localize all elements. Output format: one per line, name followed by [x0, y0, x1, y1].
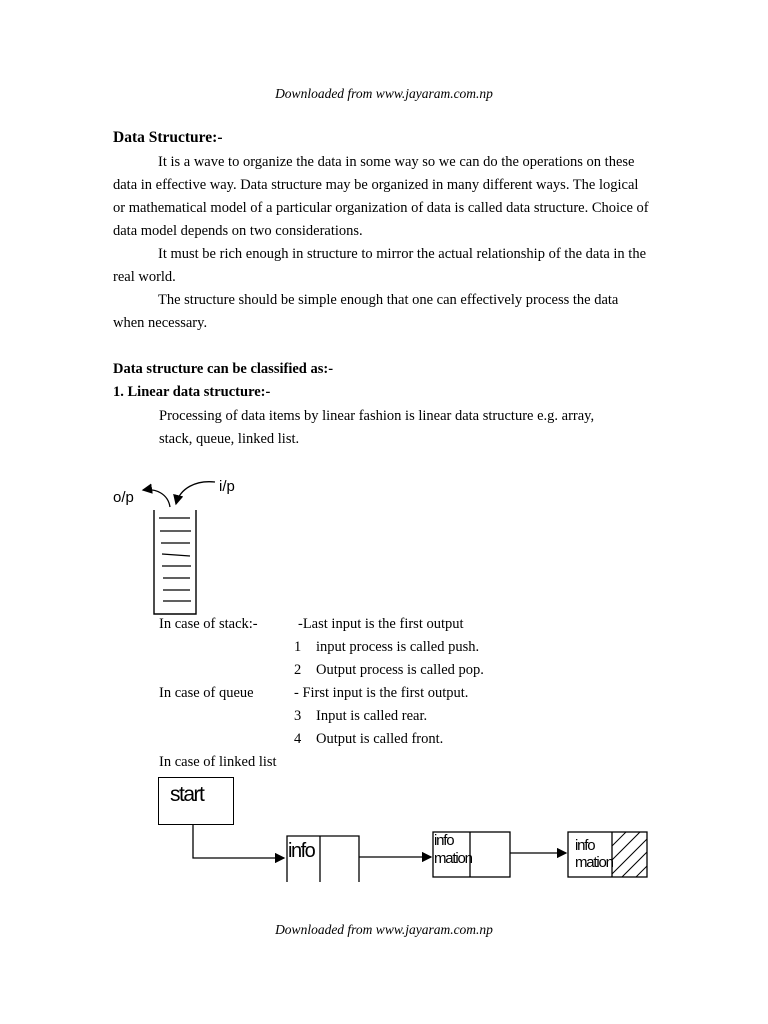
output-arrow — [143, 490, 170, 507]
node2-info-label-line2: mation — [434, 850, 472, 867]
queue-item-number: 4 — [294, 731, 302, 747]
linear-structure-text-line2: stack, queue, linked list. — [159, 431, 300, 447]
input-arrow — [176, 482, 215, 504]
page-header: Downloaded from www.jayaram.com.np — [275, 86, 493, 101]
stack-item-number: 2 — [294, 662, 302, 678]
page-footer: Downloaded from www.jayaram.com.np — [275, 922, 493, 937]
output-label: o/p — [113, 489, 134, 506]
queue-item-text: Input is called rear. — [316, 708, 428, 724]
node2-info-label-line1: info — [434, 832, 454, 849]
queue-item-text: Output is called front. — [316, 731, 444, 747]
queue-case-description: - First input is the first output. — [294, 685, 469, 701]
start-pointer-arrow — [193, 824, 284, 858]
stack-item-text: Output process is called pop. — [316, 662, 484, 678]
paragraph-rich-enough: It must be rich enough in structure to mirror the actual relationship of the data in the real world. — [113, 246, 647, 285]
paragraph-simple-enough: The structure should be simple enough that one can effectively process the data when necessary. — [113, 292, 619, 331]
queue-item-number: 3 — [294, 708, 302, 724]
stack-case-description: -Last input is the first output — [298, 616, 464, 632]
paragraph-definition: It is a wave to organize the data in some way so we can do the operations on these data in effective way. Data structure may be organized in many different ways. The logical or mathematical model of a particular organization of data is called data structure. Choice of data model depends on two considerations. — [113, 154, 649, 239]
stack-item-number: 1 — [294, 639, 302, 655]
stack-container — [154, 510, 196, 614]
stack-slots — [159, 518, 191, 601]
input-label: i/p — [219, 478, 235, 495]
section-title-data-structure: Data Structure:- — [113, 129, 223, 146]
node1-info-label: info — [288, 840, 315, 862]
start-label: start — [170, 783, 204, 806]
queue-case-label: In case of queue — [159, 685, 254, 701]
stack-case-label: In case of stack:- — [159, 616, 258, 632]
node3-info-label-line1: info — [575, 837, 595, 854]
null-pointer-hatch — [612, 832, 647, 877]
linear-structure-heading: 1. Linear data structure:- — [113, 384, 271, 400]
section-title-classification: Data structure can be classified as:- — [113, 361, 334, 377]
linear-structure-text-line1: Processing of data items by linear fashion is linear data structure e.g. array, — [159, 408, 595, 424]
start-node — [158, 777, 234, 825]
stack-item-text: input process is called push. — [316, 639, 480, 655]
node3-info-label-line2: mation — [575, 854, 613, 871]
linked-list-case-label: In case of linked list — [159, 754, 277, 770]
